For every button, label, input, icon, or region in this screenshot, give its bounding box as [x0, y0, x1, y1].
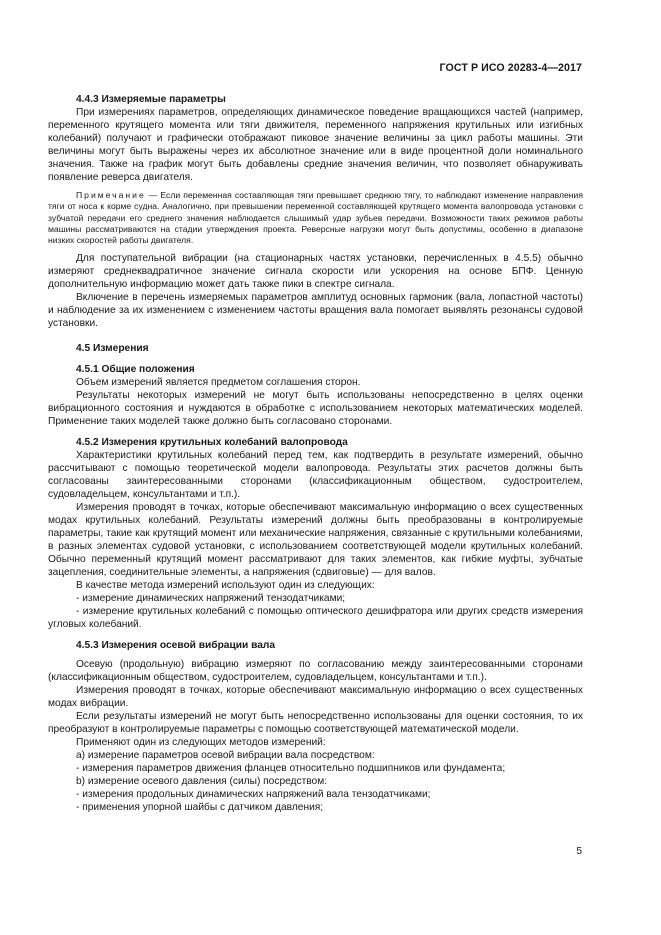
list-item: а) измерение параметров осевой вибрации вала посредством:	[76, 750, 375, 762]
section-heading-4-5-3: 4.5.3 Измерения осевой вибрации вала	[76, 640, 276, 652]
section-heading-4-5-1: 4.5.1 Общие положения	[76, 364, 195, 376]
section-heading-4-5-2: 4.5.2 Измерения крутильных колебаний валопровода	[76, 437, 348, 449]
section-heading-4-4-3: 4.4.3 Измеряемые параметры	[76, 94, 226, 105]
standard-designation: ГОСТ Р ИСО 20283-4—2017	[439, 62, 582, 74]
list-item: - измерения параметров движения фланцев относительно подшипников или фундамента;	[76, 763, 506, 775]
section-heading-4-5: 4.5 Измерения	[76, 343, 149, 355]
paragraph: Характеристики крутильных колебаний перед тем, как подтвердить в результате измерений, обычно рассчитывают с помощью теоретической модели валопровода. Результаты этих расчетов должны быть согласованы заинтересованными сторонами (классификационным обществом, судостроителем, судовладельцем, консультантами и т.п.).	[48, 450, 583, 501]
list-item: b) измерение осевого давления (силы) посредством:	[76, 776, 328, 788]
list-item: - измерение крутильных колебаний с помощью оптического дешифратора или других средств измерения угловых колебаний.	[48, 606, 583, 631]
note	[48, 190, 583, 246]
paragraph: При измерениях параметров, определяющих динамическое поведение вращающихся частей (например, переменного крутящего момента или тяги движителя, переменного напряжения крутильных или изгибных колебаний) получают и графически отображают пиковое значение величины за цикл работы машины. Эти величины могут быть выражены через их абсолютное значение или в виде процентной доли номинального значения. Также на график могут быть добавлены средние значения величин, что позволяет обнаруживать появление реверса двигателя.	[48, 107, 583, 183]
paragraph: Измерения проводят в точках, которые обеспечивают максимальную информацию о всех существенных модах вибрации.	[48, 685, 583, 710]
page-content	[48, 93, 583, 814]
page-number: 5	[576, 846, 582, 857]
list-item: - измерения продольных динамических напряжений вала тензодатчиками;	[76, 789, 431, 801]
paragraph: Включение в перечень измеряемых параметров амплитуд основных гармоник (вала, лопастной частоты) и наблюдение за их изменением с изменением частоты вращения вала помогает выявлять резонансы судовой установки.	[48, 292, 583, 330]
paragraph: Если результаты измерений не могут быть непосредственно использованы для оценки состояния, то их преобразуют в контролируемые параметры с помощью соответствующей математической модели.	[48, 711, 583, 736]
paragraph: Измерения проводят в точках, которые обеспечивают максимальную информацию о всех существенных модах крутильных колебаний. Результаты измерений должны быть преобразованы в контролируемые параметры, такие как крутящий момент или механические напряжения, связанные с крутильными колебаниями, в разных элементах судовой установки, с использованием соответствующей модели крутильных колебаний. Обычно переменный крутящий момент рассматривают для таких элементов, как гибкие муфты, зубчатые зацепления, соединительные элементы, а напряжения (сдвиговые) — для валов.	[48, 502, 583, 579]
paragraph: Объем измерений является предметом соглашения сторон.	[76, 377, 361, 389]
paragraph: Результаты некоторых измерений не могут быть использованы непосредственно в целях оценки вибрационного состояния и нуждаются в обработке с использованием некоторых математических моделей. Применение таких моделей также должно быть согласовано сторонами.	[48, 390, 583, 428]
paragraph: Для поступательной вибрации (на стационарных частях установки, перечисленных в 4.5.5) обычно измеряют среднеквадратичное значение сигнала скорости или ускорения на основе БПФ. Ценную дополнительную информацию может дать также пики в спектре сигнала.	[48, 253, 583, 291]
list-item: - измерение динамических напряжений тензодатчиками;	[76, 593, 346, 605]
paragraph: В качестве метода измерений используют один из следующих:	[76, 580, 375, 592]
list-item: - применения упорной шайбы с датчиком давления;	[76, 802, 324, 814]
list-item: Применяют один из следующих методов измерений:	[76, 737, 326, 749]
note-label: Примечание	[76, 190, 146, 200]
paragraph: Осевую (продольную) вибрацию измеряют по согласованию между заинтересованными сторонами (классификационным обществом, судостроителем, судовладельцем, консультантами и т.п.).	[48, 659, 583, 684]
note-text: — Если переменная составляющая тяги превышает среднюю тягу, то наблюдают изменение направления тяги от носа к корме судна. Аналогично, при превышении переменной составляющей крутящего момента валопровода установки с зубчатой передачи его среднего значения наблюдается слышимый удар зубьев передачи. Возможности таких режимов работы машины рассматриваются на стадии утверждения проекта. Реверсные нагрузки могут быть допустимы, особенно в диапазоне низких скоростей работы двигателя.	[48, 190, 583, 246]
